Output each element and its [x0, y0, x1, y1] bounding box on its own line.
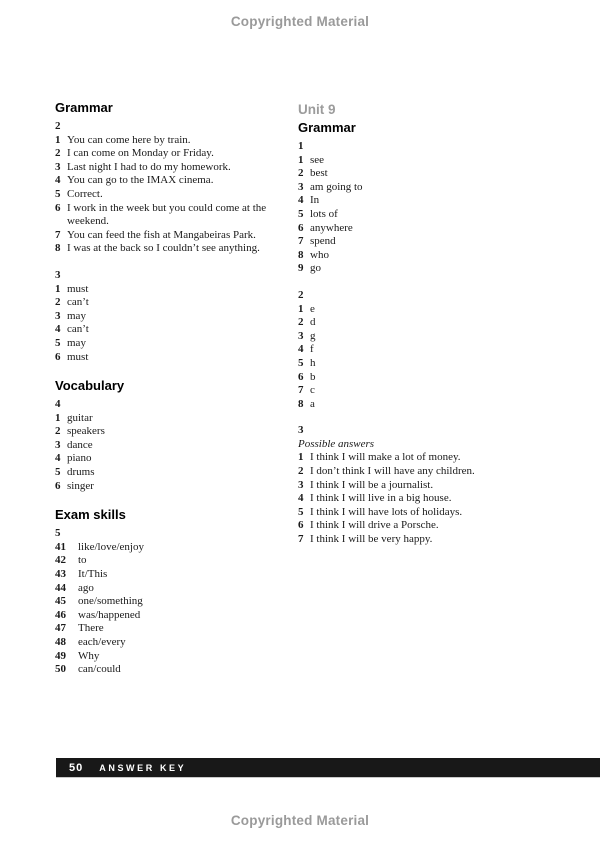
answer-item — [55, 229, 295, 243]
answer-text: You can come here by train. — [67, 133, 191, 146]
answer-number: 4 — [55, 174, 61, 187]
copyright-notice-top: Copyrighted Material — [230, 14, 370, 29]
answer-text: I was at the back so I couldn’t see anything. — [67, 242, 260, 255]
answer-item — [298, 303, 560, 317]
answer-item — [298, 465, 560, 479]
answer-text: dance — [67, 438, 93, 451]
answer-number: 1 — [55, 282, 61, 295]
answer-item — [55, 595, 295, 609]
answer-number: 43 — [55, 568, 66, 581]
page-number: 50 — [69, 761, 84, 774]
exercise-number: 2 — [55, 120, 61, 132]
answer-text: piano — [67, 452, 92, 465]
answer-number: 6 — [55, 479, 61, 492]
unit-heading: Unit 9 — [298, 102, 336, 117]
answer-text: go — [310, 262, 321, 275]
exercise-number: 3 — [55, 268, 61, 281]
answer-item — [298, 316, 560, 330]
answer-number: 7 — [55, 228, 61, 241]
copyright-notice-bottom: Copyrighted Material — [230, 813, 370, 828]
answer-item — [298, 181, 560, 195]
answer-number: 4 — [55, 452, 61, 465]
answer-item — [55, 337, 295, 351]
answer-number: 5 — [55, 466, 61, 479]
answer-item — [55, 466, 295, 480]
answer-text: I think I will be very happy. — [310, 533, 433, 546]
answer-item — [55, 636, 295, 650]
answer-text: guitar — [67, 411, 93, 424]
answer-number: 47 — [55, 622, 66, 635]
answer-number: 3 — [55, 438, 61, 451]
answer-number: 7 — [298, 533, 304, 546]
exercise-block — [55, 120, 295, 256]
answer-number: 2 — [298, 465, 304, 478]
answer-number: 49 — [55, 649, 66, 662]
footer-label: ANSWER KEY — [99, 762, 187, 773]
exercise-block — [55, 398, 295, 493]
answer-number: 1 — [55, 133, 61, 146]
answer-text: singer — [67, 479, 94, 492]
exercise-number: 1 — [298, 140, 304, 152]
answer-text: best — [310, 167, 328, 180]
answer-text: can’t — [67, 296, 89, 309]
answer-number: 6 — [298, 221, 304, 234]
answer-item — [55, 161, 295, 175]
answer-text: I think I will be a journalist. — [310, 478, 434, 491]
answer-text: speakers — [67, 425, 105, 438]
answer-text: h — [310, 356, 316, 369]
answer-number: 41 — [55, 540, 66, 553]
answer-text: anywhere — [310, 221, 353, 234]
answer-number: 2 — [298, 167, 304, 180]
answer-item — [298, 330, 560, 344]
answer-text: was/happened — [78, 608, 141, 621]
answer-number: 8 — [55, 242, 61, 255]
answer-number: 1 — [298, 153, 304, 166]
answer-item — [298, 343, 560, 357]
answer-item — [55, 242, 295, 256]
answer-number: 5 — [55, 187, 61, 200]
section-heading: Vocabulary — [55, 378, 125, 394]
answer-number: 4 — [298, 343, 304, 356]
answer-item — [298, 194, 560, 208]
answer-item — [55, 412, 295, 426]
answer-number: 4 — [298, 194, 304, 207]
answer-text: drums — [67, 466, 95, 479]
answer-item — [55, 147, 295, 161]
answer-item — [298, 533, 560, 547]
exercise-number: 2 — [298, 288, 304, 301]
answer-item — [298, 208, 560, 222]
section-heading: Grammar — [298, 120, 356, 135]
answer-number: 3 — [298, 329, 304, 342]
answer-text: In — [310, 194, 320, 207]
exercise-number: 3 — [298, 424, 304, 437]
answer-text: I can come on Monday or Friday. — [67, 147, 214, 160]
answer-item — [298, 479, 560, 493]
answer-item — [55, 323, 295, 337]
answer-item — [55, 663, 295, 677]
answer-item — [298, 167, 560, 181]
answer-text: to — [78, 554, 87, 567]
answer-item — [55, 439, 295, 453]
answer-text: b — [310, 370, 316, 383]
answer-text: lots of — [310, 207, 338, 220]
exercise-block — [55, 527, 295, 677]
exercise-number: 4 — [55, 398, 61, 411]
exercise-number: 5 — [55, 527, 61, 540]
section-heading: Exam skills — [55, 507, 126, 523]
answer-number: 8 — [298, 248, 304, 261]
left-column — [55, 100, 295, 690]
answer-item — [298, 398, 560, 412]
answer-number: 6 — [55, 350, 61, 363]
footer-bar — [56, 758, 600, 778]
answer-item — [298, 357, 560, 371]
answer-number: 5 — [55, 336, 61, 349]
answer-text: Why — [78, 649, 100, 662]
answer-item — [298, 506, 560, 520]
answer-text: spend — [310, 235, 336, 248]
answer-number: 7 — [298, 384, 304, 397]
answer-number: 6 — [55, 201, 61, 214]
answer-item — [55, 582, 295, 596]
answer-number: 9 — [298, 262, 304, 275]
answer-item — [55, 568, 295, 582]
answer-number: 48 — [55, 636, 66, 648]
answer-text: I don’t think I will have any children. — [310, 465, 475, 478]
answer-item — [298, 492, 560, 506]
answer-item — [55, 609, 295, 623]
answer-item — [55, 134, 295, 148]
answer-text: one/something — [78, 595, 143, 608]
answer-text: may — [67, 336, 86, 349]
answer-item — [55, 351, 295, 365]
answer-text: am going to — [310, 180, 363, 193]
answer-text: each/every — [78, 636, 126, 648]
answer-text: Last night I had to do my homework. — [67, 160, 231, 173]
right-column — [298, 102, 560, 560]
answer-text: You can go to the IMAX cinema. — [67, 174, 214, 187]
answer-number: 5 — [298, 207, 304, 220]
answer-item — [298, 451, 560, 465]
answer-text: d — [310, 316, 316, 329]
answer-number: 3 — [298, 478, 304, 491]
answer-number: 4 — [298, 492, 304, 505]
answer-text: It/This — [78, 568, 108, 581]
answer-text: There — [78, 622, 104, 635]
answer-number: 3 — [298, 180, 304, 193]
answer-item — [55, 296, 295, 310]
answer-number: 3 — [55, 160, 61, 173]
answer-text: may — [67, 309, 86, 322]
answer-item — [55, 425, 295, 439]
answer-text: can’t — [67, 323, 89, 336]
answer-item — [55, 480, 295, 494]
answer-item — [298, 235, 560, 249]
exercise-block — [298, 289, 560, 411]
answer-item — [298, 384, 560, 398]
answer-item — [55, 174, 295, 188]
answer-item — [298, 154, 560, 168]
answer-text: I think I will live in a big house. — [310, 492, 452, 505]
answer-text: see — [310, 153, 325, 166]
answer-item — [298, 249, 560, 263]
answer-text: e — [310, 302, 315, 315]
answer-item — [55, 622, 295, 636]
answer-text: who — [310, 248, 329, 261]
answer-text: Correct. — [67, 187, 103, 200]
answer-item — [55, 202, 295, 229]
answer-number: 2 — [55, 296, 61, 309]
answer-text: You can feed the fish at Mangabeiras Park. — [67, 228, 256, 241]
answer-item — [55, 541, 295, 555]
answer-text: like/love/enjoy — [78, 540, 144, 553]
answer-number: 1 — [298, 302, 304, 315]
answer-number: 5 — [298, 505, 304, 518]
answer-number: 2 — [298, 316, 304, 329]
answer-number: 4 — [55, 323, 61, 336]
answer-text: ago — [78, 581, 94, 594]
answer-text: I think I will have lots of holidays. — [310, 505, 463, 518]
answer-number: 6 — [298, 370, 304, 383]
answer-text: I think I will make a lot of money. — [310, 451, 461, 464]
answer-item — [55, 554, 295, 568]
answer-text: must — [67, 350, 89, 363]
answer-number: 50 — [55, 663, 66, 676]
exercise-block — [298, 140, 560, 276]
answer-number: 1 — [298, 451, 304, 464]
answer-number: 6 — [298, 519, 304, 532]
exercise-block — [55, 269, 295, 364]
answer-item — [298, 262, 560, 276]
answer-number: 5 — [298, 356, 304, 369]
section-heading: Grammar — [55, 100, 113, 115]
answer-text: must — [67, 282, 89, 295]
answer-item — [55, 650, 295, 664]
answer-number: 7 — [298, 235, 304, 248]
answer-text: can/could — [78, 663, 121, 676]
answer-number: 45 — [55, 595, 66, 608]
answer-item — [298, 519, 560, 533]
possible-answers-note: Possible answers — [298, 437, 375, 450]
answer-number: 44 — [55, 581, 66, 594]
answer-item — [298, 222, 560, 236]
answer-item — [55, 283, 295, 297]
answer-number: 46 — [55, 608, 66, 621]
answer-number: 3 — [55, 309, 61, 322]
answer-item — [298, 371, 560, 385]
answer-text: c — [310, 384, 315, 397]
answer-item — [55, 310, 295, 324]
answer-number: 1 — [55, 411, 61, 424]
answer-text: g — [310, 329, 316, 342]
answer-text: I work in the week but you could come at the weekend. — [67, 201, 267, 228]
answer-number: 42 — [55, 554, 66, 567]
answer-number: 2 — [55, 147, 61, 160]
answer-number: 8 — [298, 397, 304, 410]
exercise-block — [298, 424, 560, 546]
answer-text: a — [310, 397, 315, 410]
answer-number: 2 — [55, 425, 61, 438]
answer-text: f — [310, 343, 314, 356]
answer-text: I think I will drive a Porsche. — [310, 519, 439, 532]
answer-item — [55, 188, 295, 202]
answer-item — [55, 452, 295, 466]
